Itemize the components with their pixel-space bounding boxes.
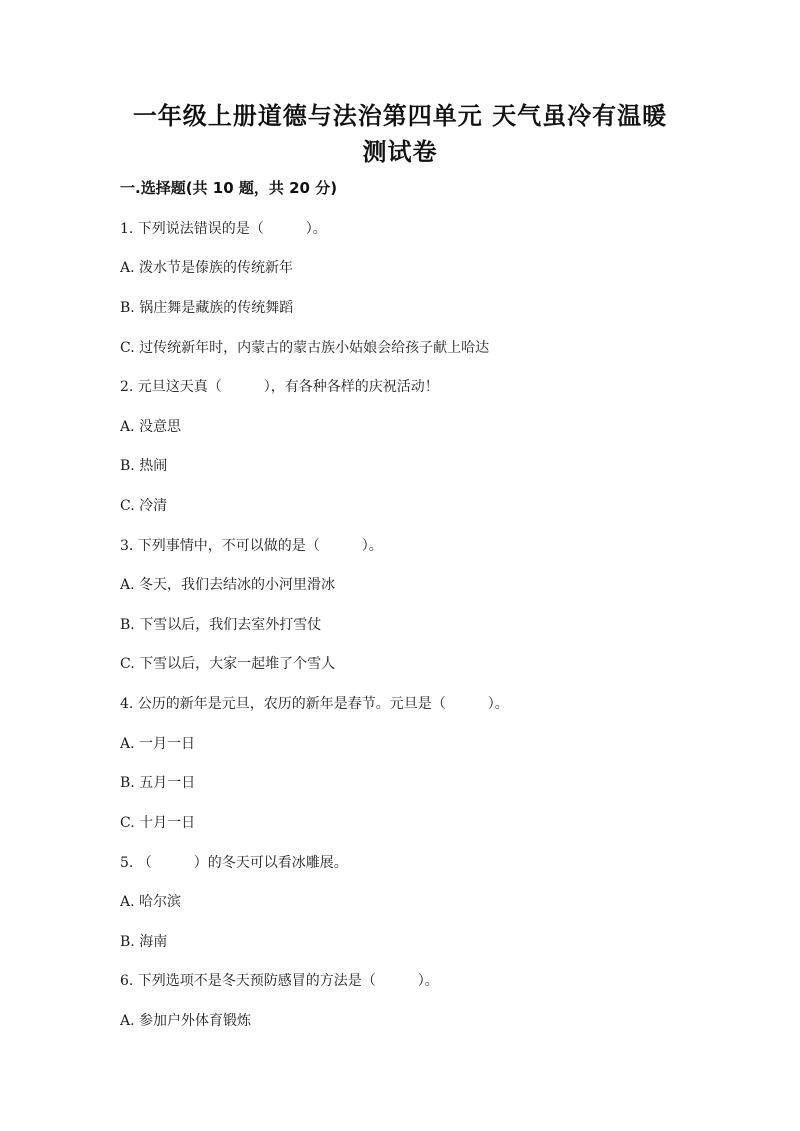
question-5-option-b: B. 海南 [120,934,168,950]
question-6-stem: 6. 下列选项不是冬天预防感冒的方法是（ ）。 [120,973,439,989]
question-4-option-b: B. 五月一日 [120,775,196,791]
question-1-option-a: A. 泼水节是傣族的传统新年 [120,260,294,276]
question-5-stem: 5. （ ）的冬天可以看冰雕展。 [120,855,348,871]
question-2-option-c: C. 冷清 [120,498,168,514]
question-3-option-c: C. 下雪以后，大家一起堆了个雪人 [120,656,336,672]
question-4-option-a: A. 一月一日 [120,736,196,752]
question-1-stem: 1. 下列说法错误的是（ ）。 [120,221,327,237]
question-5-option-a: A. 哈尔滨 [120,894,182,910]
question-3-option-a: A. 冬天，我们去结冰的小河里滑冰 [120,577,336,593]
question-6-option-a: A. 参加户外体育锻炼 [120,1013,252,1029]
question-2-option-a: A. 没意思 [120,419,182,435]
section-heading: 一.选择题(共 10 题，共 20 分) [120,179,338,197]
question-3-option-b: B. 下雪以后，我们去室外打雪仗 [120,617,322,633]
question-1-option-b: B. 锅庄舞是藏族的传统舞蹈 [120,300,294,316]
question-2-option-b: B. 热闹 [120,458,168,474]
question-2-stem: 2. 元旦这天真（ ），有各种各样的庆祝活动！ [120,379,439,395]
question-1-option-c: C. 过传统新年时，内蒙古的蒙古族小姑娘会给孩子献上哈达 [120,340,490,356]
question-4-option-c: C. 十月一日 [120,815,196,831]
document-title-line1: 一年级上册道德与法治第四单元 天气虽冷有温暖 [132,102,668,130]
question-4-stem: 4. 公历的新年是元旦，农历的新年是春节。元旦是（ ）。 [120,696,509,712]
document-title-line2: 测试卷 [362,138,438,166]
question-3-stem: 3. 下列事情中，不可以做的是（ ）。 [120,538,383,554]
